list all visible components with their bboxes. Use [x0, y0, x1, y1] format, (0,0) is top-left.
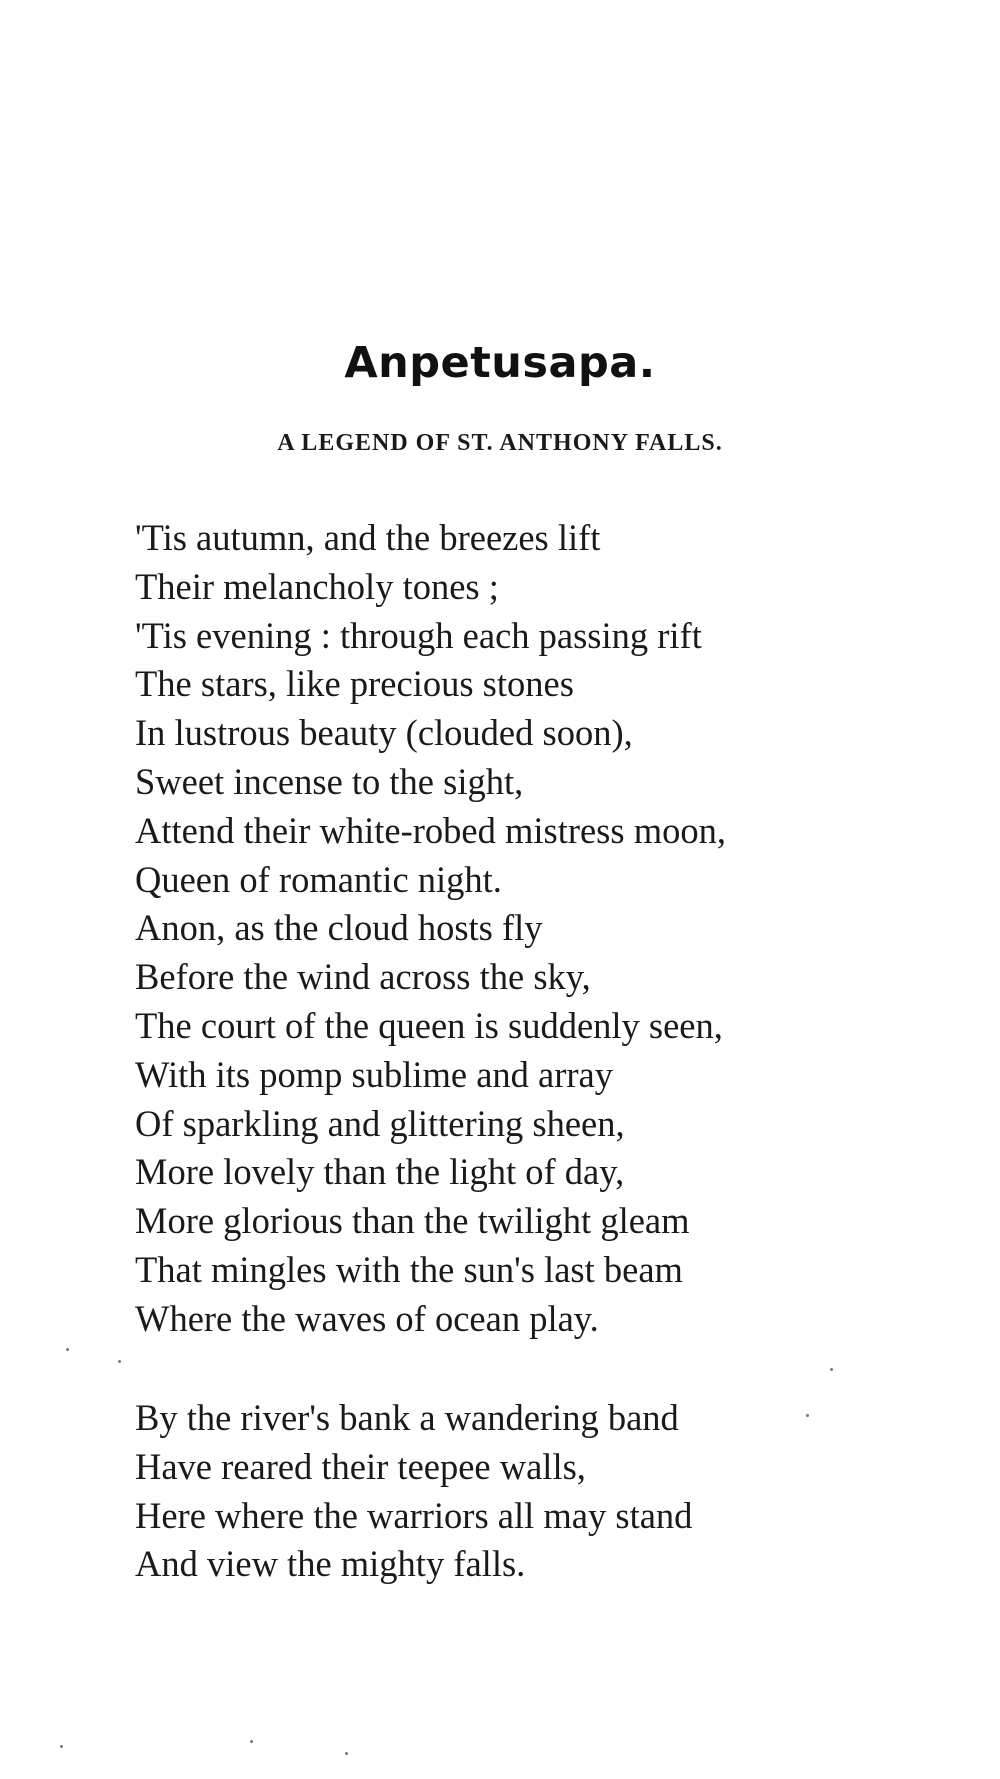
poem-line: Their melancholy tones ; — [135, 565, 499, 607]
poem-line: Sweet incense to the sight, — [135, 760, 524, 802]
poem-line: That mingles with the sun's last beam — [135, 1248, 683, 1290]
poem-line: Queen of romantic night. — [135, 858, 502, 900]
poem-line: Here where the warriors all may stand — [135, 1494, 693, 1536]
poem-line: The court of the queen is suddenly seen, — [135, 1004, 723, 1046]
print-speck — [830, 1368, 833, 1371]
print-speck — [806, 1414, 809, 1417]
poem-line: Anon, as the cloud hosts fly — [135, 907, 543, 949]
poem-line: 'Tis autumn, and the breezes lift — [135, 517, 601, 558]
poem-line: By the river's bank a wandering band — [135, 1397, 679, 1438]
poem-line: In lustrous beauty (clouded soon), — [135, 712, 633, 754]
poem-line: And view the mighty falls. — [135, 1543, 526, 1585]
print-speck — [345, 1752, 348, 1755]
poem-line: The stars, like precious stones — [135, 663, 574, 705]
poem-line: With its pomp sublime and array — [135, 1053, 614, 1095]
poem-title: Anpetusapa. — [344, 337, 656, 388]
poem-subtitle: A LEGEND OF ST. ANTHONY FALLS. — [277, 430, 723, 456]
poem-line: More lovely than the light of day, — [135, 1151, 625, 1193]
poem-line: Where the waves of ocean play. — [135, 1297, 599, 1339]
print-speck — [118, 1360, 121, 1363]
poem-line: Attend their white-robed mistress moon, — [135, 809, 726, 851]
stanza-1 — [135, 514, 726, 1344]
poem-line: 'Tis evening : through each passing rift — [135, 614, 702, 656]
print-speck — [250, 1740, 253, 1743]
poem-line: Have reared their teepee walls, — [135, 1445, 586, 1487]
poem-line: More glorious than the twilight gleam — [135, 1200, 690, 1242]
print-speck — [66, 1348, 69, 1351]
stanza-2 — [135, 1394, 692, 1589]
poem-line: Of sparkling and glittering sheen, — [135, 1102, 625, 1144]
print-speck — [60, 1745, 63, 1748]
poem-line: Before the wind across the sky, — [135, 956, 591, 998]
